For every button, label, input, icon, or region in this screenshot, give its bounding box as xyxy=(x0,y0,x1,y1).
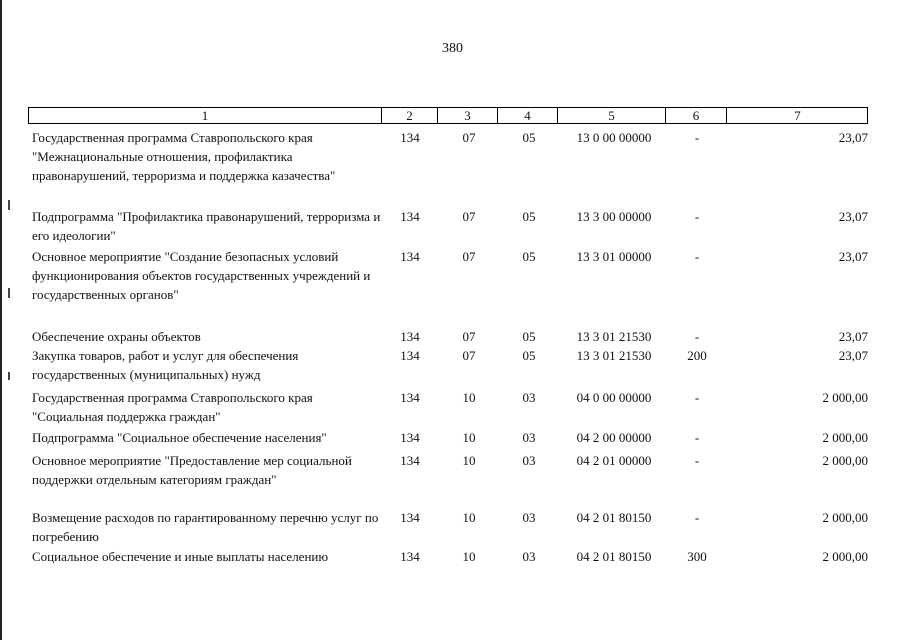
row-col-2: 134 xyxy=(400,130,420,145)
row-col-2: 134 xyxy=(400,549,420,564)
row-col-3: 07 xyxy=(462,209,476,224)
row-col-3: 07 xyxy=(462,348,476,363)
header-col-1: 1 xyxy=(201,108,209,123)
row-name: Государственная программа Ставропольского края "Социальная поддержка граждан" xyxy=(32,390,313,424)
row-col-6: - xyxy=(694,430,700,445)
row-col-4: 03 xyxy=(522,390,536,405)
row-col-2: 134 xyxy=(400,329,420,344)
row-col-7: 23,07 xyxy=(838,130,868,145)
row-col-7: 2 000,00 xyxy=(822,549,868,564)
row-col-2: 134 xyxy=(400,209,420,224)
scan-artifact xyxy=(8,288,10,298)
table-header xyxy=(28,107,868,124)
row-col-6: - xyxy=(694,209,700,224)
row-col-5: 04 2 01 80150 xyxy=(576,510,652,525)
row-col-5: 13 3 01 21530 xyxy=(576,348,652,363)
row-col-3: 10 xyxy=(462,549,476,564)
row-col-7: 23,07 xyxy=(838,329,868,344)
row-col-3: 10 xyxy=(462,453,476,468)
row-col-7: 23,07 xyxy=(838,209,868,224)
row-col-2: 134 xyxy=(400,510,420,525)
row-col-4: 03 xyxy=(522,510,536,525)
row-col-4: 03 xyxy=(522,453,536,468)
row-name: Подпрограмма "Социальное обеспечение населения" xyxy=(32,430,327,445)
row-col-5: 04 2 01 00000 xyxy=(576,453,652,468)
row-name: Социальное обеспечение и иные выплаты населению xyxy=(32,549,329,564)
row-col-7: 23,07 xyxy=(838,249,868,264)
row-col-5: 13 3 00 00000 xyxy=(576,209,652,224)
scan-edge-line xyxy=(0,0,2,640)
row-col-3: 07 xyxy=(462,130,476,145)
header-col-7: 7 xyxy=(726,108,868,123)
row-col-5: 04 2 01 80150 xyxy=(576,549,652,564)
row-col-3: 10 xyxy=(462,430,476,445)
row-col-7: 2 000,00 xyxy=(822,430,868,445)
row-col-4: 03 xyxy=(522,430,536,445)
row-col-5: 04 2 00 00000 xyxy=(576,430,652,445)
row-col-6: - xyxy=(694,329,700,344)
row-col-7: 23,07 xyxy=(838,348,868,363)
row-name: Основное мероприятие "Предоставление мер социальной поддержки отдельным категориям граждан" xyxy=(32,453,352,487)
row-col-5: 04 0 00 00000 xyxy=(576,390,652,405)
row-col-2: 134 xyxy=(400,390,420,405)
row-name: Возмещение расходов по гарантированному перечню услуг по погребению xyxy=(32,510,379,544)
header-col-5: 5 xyxy=(557,108,665,123)
row-col-6: - xyxy=(694,510,700,525)
row-col-7: 2 000,00 xyxy=(822,453,868,468)
row-name: Закупка товаров, работ и услуг для обеспечения государственных (муниципальных) нужд xyxy=(32,348,299,382)
row-col-2: 134 xyxy=(400,249,420,264)
row-col-3: 10 xyxy=(462,510,476,525)
row-col-4: 05 xyxy=(522,329,536,344)
row-col-6: - xyxy=(694,390,700,405)
header-col-2: 2 xyxy=(381,108,437,123)
row-col-3: 07 xyxy=(462,329,476,344)
row-col-3: 07 xyxy=(462,249,476,264)
row-col-6: - xyxy=(694,453,700,468)
row-col-6: 300 xyxy=(687,549,707,564)
page-number: 380 xyxy=(442,41,463,56)
row-col-4: 05 xyxy=(522,249,536,264)
row-col-2: 134 xyxy=(400,453,420,468)
row-col-4: 05 xyxy=(522,209,536,224)
row-col-5: 13 3 01 21530 xyxy=(576,329,652,344)
row-name: Основное мероприятие "Создание безопасных условий функционирования объектов государственных учреждений и государственных органов" xyxy=(32,249,371,302)
row-col-5: 13 3 01 00000 xyxy=(576,249,652,264)
scan-artifact xyxy=(8,200,10,210)
row-col-6: - xyxy=(694,249,700,264)
row-name: Подпрограмма "Профилактика правонарушений, терроризма и его идеологии" xyxy=(32,209,381,243)
header-col-6: 6 xyxy=(665,108,726,123)
row-name: Государственная программа Ставропольского края "Межнациональные отношения, профилактика правонарушений, терроризма и поддержка казачества" xyxy=(32,130,336,183)
row-name: Обеспечение охраны объектов xyxy=(32,329,201,344)
row-col-2: 134 xyxy=(400,430,420,445)
row-col-7: 2 000,00 xyxy=(822,510,868,525)
scan-artifact xyxy=(8,372,10,380)
row-col-3: 10 xyxy=(462,390,476,405)
row-col-4: 05 xyxy=(522,348,536,363)
header-col-4: 4 xyxy=(497,108,557,123)
row-col-4: 03 xyxy=(522,549,536,564)
row-col-7: 2 000,00 xyxy=(822,390,868,405)
row-col-5: 13 0 00 00000 xyxy=(576,130,652,145)
row-col-4: 05 xyxy=(522,130,536,145)
row-col-2: 134 xyxy=(400,348,420,363)
row-col-6: 200 xyxy=(687,348,707,363)
header-col-3: 3 xyxy=(437,108,497,123)
row-col-6: - xyxy=(694,130,700,145)
